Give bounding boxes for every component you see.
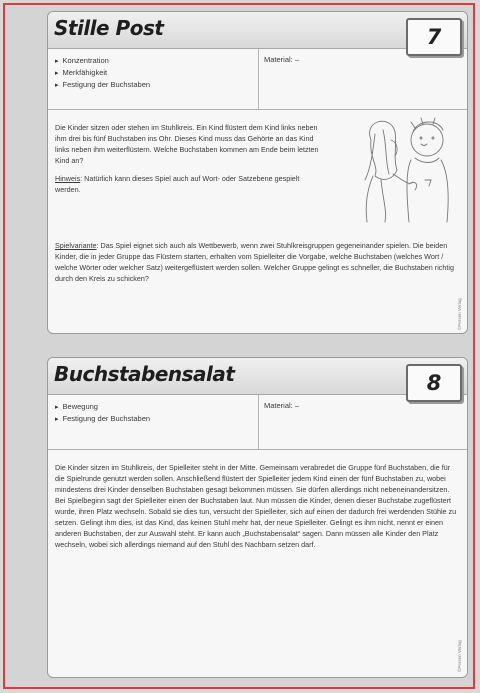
variant-text [55,240,459,291]
whispering-children-illustration [353,110,461,224]
card-info-section [48,49,467,110]
card-text [55,462,459,557]
publisher-note: ©Persen Verlag [457,640,462,672]
variant-body: : Das Spiel eignet sich auch als Wettbewerb, wenn zwei Stuhlkreisgruppen gegeneinander spielen. Die beiden Kinder, die in jeder Gruppe das Flüstern starten, erhalten vom Spielleiter die Vorgabe, welche Buchstaben (welches Wort / welche Wörter oder welcher Satz) weitergeflüstert werden sollen. Welcher Gruppe gelingt es schneller, die Buchstaben richtig durch den Kreis zu schicken? [55,241,454,283]
card-title: Stille Post [54,16,164,40]
card-header [48,358,467,395]
goal-item: ▸ Bewegung [55,401,150,413]
goal-item: ▸ Festigung der Buchstaben [55,79,150,91]
hint-paragraph [55,173,325,195]
goal-item: ▸ Konzentration [55,55,150,67]
card-number-badge: 8 [406,364,462,402]
goal-item: ▸ Merkfähigkeit [55,67,150,79]
description-paragraph: Die Kinder sitzen oder stehen im Stuhlkreis. Ein Kind flüstert dem Kind links neben ihm drei bis fünf Buchstaben ins Ohr. Dieses Kind muss das Gehörte an das Kind links neben ihm weiterflüstern. Welche Buchstaben kommen am Ende beim letzten Kind an? [55,123,319,165]
description-paragraph: Die Kinder sitzen im Stuhlkreis, der Spielleiter steht in der Mitte. Gemeinsam verabredet die Gruppe fünf Buchstaben, die für die Spielrunde genutzt werden sollen. Anschließend flüstert der Spielleiter jedem Kind einen der fünf Buchstaben zu, wobei mindestens drei Kinder denselben Buchstaben gesagt bekommen müssen. Sie dürfen allerdings nicht nebeneinandersitzen. [55,463,451,494]
card-text [55,122,325,202]
game-card-stille-post [47,11,468,334]
game-card-buchstabensalat [47,357,468,678]
description-paragraph: Bei Spielbeginn sagt der Spielleiter einen der Buchstaben laut. Nun müssen die Kinder, denen dieser Buchstabe zugeflüstert wurde, ihren Platz wechseln. Sobald sie dies tun, versucht der Spielleiter, sich auf einen der dadurch frei werdenden Stühle zu setzen. Gelingt ihm dies, ist das Kind, das keinen Stuhl mehr hat, der neue Spielleiter. Gelingt es ihm nicht, nennt er einen anderen Buchstaben, der zur Auswahl steht. Er kann auch „Buchstabensalat“ sagen. Dann müssen alle Kinder den Platz wechseln, wobei sich allerdings niemand auf den Stuhl des Nachbarn setzen darf. [55,496,457,549]
goal-item: ▸ Festigung der Buchstaben [55,413,150,425]
variant-label: Spielvariante [55,241,97,250]
variant-paragraph [55,240,459,284]
card-header [48,12,467,49]
hint-label: Hinweis [55,174,81,183]
info-divider [258,395,259,449]
publisher-note: ©Persen Verlag [457,298,462,330]
card-number-badge: 7 [406,18,462,56]
hint-text: : Natürlich kann dieses Spiel auch auf Wort- oder Satzebene gespielt werden. [55,174,300,194]
info-divider [258,49,259,109]
material-label: Material: – [264,401,300,410]
material-label: Material: – [264,55,300,64]
goals-list [55,401,150,425]
goals-list [55,55,150,91]
card-title: Buchstabensalat [54,362,235,386]
card-info-section [48,395,467,450]
